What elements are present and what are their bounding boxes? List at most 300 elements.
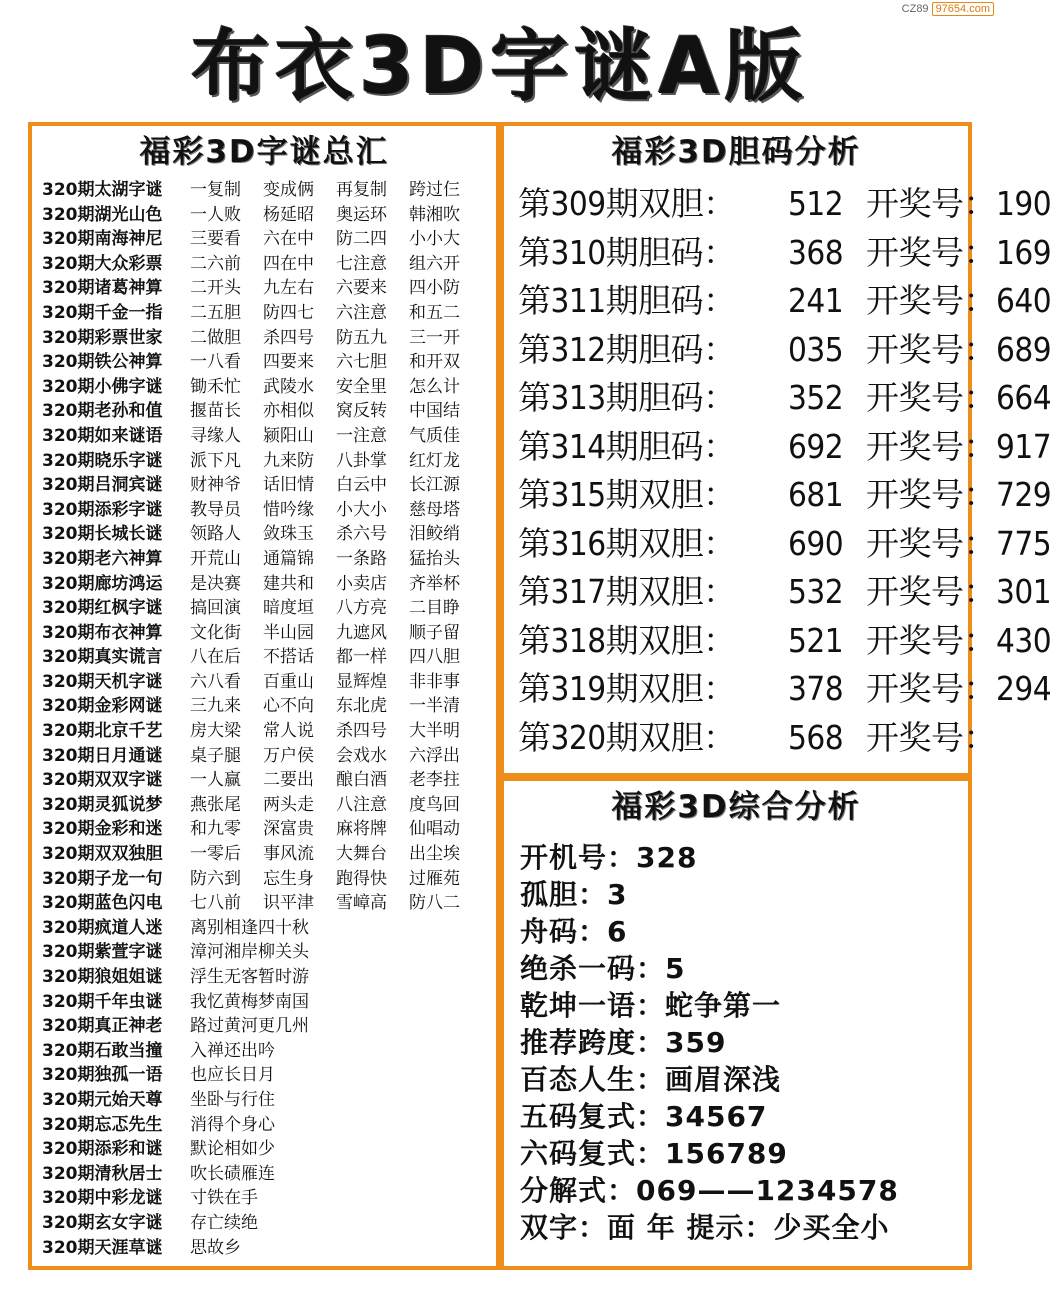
dan-ma-row (518, 277, 1051, 326)
analysis-row: 百态人生：画眉深浅 (520, 1063, 782, 1096)
riddle-clue: 出尘埃 (409, 844, 460, 865)
riddle-clue: 二做胆 (190, 327, 241, 348)
riddle-clue: 惜吟缘 (263, 499, 314, 520)
riddle-source: 320期千金一指 (42, 302, 163, 323)
riddle-source: 320期中彩龙谜 (42, 1188, 163, 1209)
analysis-row: 舟码：6 (520, 915, 628, 948)
riddle-row (42, 990, 496, 1015)
dan-ma-row (518, 471, 1051, 520)
riddle-source: 320期红枫字谜 (42, 598, 163, 619)
riddle-clue: 仙唱动 (409, 819, 460, 840)
riddle-clue: 都一样 (336, 647, 387, 668)
riddle-summary-title: 福彩3D字谜总汇 (139, 134, 389, 170)
riddle-clue: 浮生无客暂时游 (190, 967, 309, 987)
riddle-clue: 开荒山 (190, 548, 241, 569)
riddle-clue: 六注意 (336, 302, 387, 323)
riddle-source: 320期子龙一句 (42, 868, 163, 889)
dan-ma-row (518, 714, 996, 763)
riddle-clue: 奥运环 (336, 204, 387, 225)
riddle-clue: 二五胆 (190, 302, 241, 323)
riddle-clue: 离别相逢四十秋 (190, 917, 309, 938)
riddle-source: 320期彩票世家 (42, 327, 163, 348)
riddle-clue: 过雁苑 (409, 868, 460, 889)
riddle-source: 320期双双独胆 (42, 844, 163, 865)
dan-ma-panel (500, 122, 1051, 777)
riddle-source: 320期布衣神算 (42, 622, 163, 643)
riddle-clue: 存亡续绝 (190, 1212, 258, 1233)
riddle-clue: 怎么计 (409, 376, 460, 397)
riddle-clue: 组六开 (409, 253, 460, 274)
analysis-row: 六码复式：156789 (520, 1137, 788, 1170)
riddle-clue: 通篇锦 (263, 548, 314, 569)
draw-label: 开奖号： (866, 523, 996, 563)
riddle-clue: 跨过仨 (409, 180, 460, 200)
dan-ma-number: 512 (788, 184, 844, 223)
dan-ma-number: 568 (788, 717, 844, 757)
riddle-clue: 齐举杯 (409, 573, 460, 594)
riddle-clue: 教导员 (190, 499, 241, 520)
riddle-clue: 话旧情 (263, 475, 314, 496)
riddle-clue: 九遮风 (336, 622, 387, 643)
riddle-clue: 小小大 (409, 229, 460, 250)
riddle-row (42, 227, 496, 252)
riddle-clue: 寻缘人 (190, 425, 241, 446)
riddle-clue: 六八看 (190, 671, 241, 692)
riddle-clue: 一零后 (190, 844, 241, 865)
riddle-row (42, 252, 496, 277)
riddle-row (42, 867, 496, 892)
riddle-row (42, 572, 496, 597)
riddle-source: 320期北京千艺 (42, 721, 163, 742)
riddle-clue: 我忆黄梅梦南国 (190, 991, 309, 1012)
riddle-clue: 防六到 (190, 868, 241, 889)
riddle-source: 320期玄女字谜 (42, 1212, 163, 1233)
riddle-clue: 大半明 (409, 721, 460, 742)
riddle-row (42, 1137, 496, 1162)
analysis-row: 开机号：328 (520, 841, 698, 874)
draw-label: 开奖号： (866, 329, 996, 369)
riddle-clue: 小大小 (336, 499, 387, 520)
draw-label: 开奖号： (866, 184, 996, 223)
riddle-clue: 三要看 (190, 229, 241, 250)
riddle-source: 320期日月通谜 (42, 745, 163, 766)
riddle-clue: 文化街 (190, 622, 241, 643)
riddle-clue: 忘生身 (263, 868, 314, 889)
riddle-source: 320期忘忑先生 (42, 1114, 163, 1135)
riddle-source: 320期蓝色闪电 (42, 893, 163, 914)
dan-ma-label: 第312期胆码： (518, 329, 736, 369)
riddle-clue: 八注意 (336, 794, 387, 815)
dan-ma-list (504, 180, 1051, 762)
riddle-source: 320期金彩网谜 (42, 696, 163, 717)
riddle-row (42, 424, 496, 449)
riddle-clue: 敛珠玉 (263, 524, 314, 545)
riddle-clue: 财神爷 (190, 475, 241, 496)
riddle-source: 320期疯道人迷 (42, 917, 163, 938)
riddle-clue: 消得个身心 (190, 1114, 275, 1135)
draw-number: 169 (996, 232, 1051, 272)
dan-ma-label: 第316期双胆： (518, 523, 736, 563)
dan-ma-label: 第319期双胆： (518, 669, 736, 708)
draw-label: 开奖号： (866, 378, 996, 417)
riddle-clue: 慈母塔 (409, 499, 460, 520)
riddle-clue: 六要来 (336, 278, 387, 299)
riddle-clue: 杀四号 (336, 721, 387, 742)
riddle-source: 320期金彩和迷 (42, 819, 163, 840)
riddle-clue: 大舞台 (336, 844, 387, 865)
riddle-source: 320期晓乐字谜 (42, 450, 163, 471)
draw-number: 294 (996, 669, 1051, 708)
riddle-clue: 一注意 (336, 425, 387, 446)
dan-ma-label: 第318期双胆： (518, 620, 736, 660)
riddle-clue: 四要来 (263, 352, 314, 373)
riddle-source: 320期南海神尼 (42, 229, 163, 250)
riddle-clue: 半山园 (263, 622, 314, 643)
riddle-clue: 建共和 (263, 573, 314, 594)
riddle-source: 320期小佛字谜 (42, 376, 163, 397)
riddle-row (42, 965, 496, 990)
riddle-clue: 七注意 (336, 253, 387, 274)
riddle-clue: 九来防 (263, 450, 314, 471)
riddle-source: 320期灵狐说梦 (42, 794, 163, 815)
dan-ma-number: 368 (788, 232, 844, 272)
riddle-clue: 四八胆 (409, 647, 460, 668)
watermark-prefix: CZ89 (901, 3, 929, 15)
dan-ma-row (518, 374, 1051, 423)
riddle-row (42, 522, 496, 547)
draw-label: 开奖号： (866, 669, 996, 708)
riddle-clue: 搞回演 (190, 598, 241, 619)
riddle-row (42, 645, 496, 670)
riddle-clue: 事风流 (263, 844, 314, 865)
riddle-row (42, 621, 496, 646)
draw-label: 开奖号： (866, 232, 996, 272)
analysis-row: 推荐跨度：359 (520, 1026, 727, 1059)
riddle-source: 320期真正神老 (42, 1016, 163, 1037)
draw-label: 开奖号： (866, 426, 996, 466)
riddle-row (42, 350, 496, 375)
riddle-source: 320期铁公神算 (42, 352, 163, 373)
riddle-clue: 九左右 (263, 278, 314, 299)
riddle-clue: 八在后 (190, 647, 241, 668)
riddle-clue: 百重山 (263, 671, 314, 692)
riddle-row (42, 1063, 496, 1088)
riddle-source: 320期湖光山色 (42, 204, 163, 225)
riddle-clue: 思故乡 (190, 1237, 241, 1258)
riddle-clue: 小卖店 (336, 573, 387, 594)
draw-number: 917 (996, 426, 1051, 466)
riddle-clue: 泪鲛绡 (409, 524, 460, 545)
riddle-clue: 防二四 (336, 229, 387, 250)
dan-ma-number: 521 (788, 620, 844, 660)
dan-ma-row (518, 229, 1051, 278)
riddle-clue: 暗度垣 (263, 598, 314, 619)
analysis-row: 乾坤一语：蛇争第一 (520, 989, 782, 1022)
riddle-row (42, 916, 496, 941)
riddle-clue: 防四七 (263, 302, 314, 323)
riddle-source: 320期清秋居士 (42, 1163, 163, 1184)
riddle-clue: 默论相如少 (190, 1139, 275, 1160)
riddle-source: 320期诸葛神算 (42, 278, 163, 299)
riddle-clue: 燕张尾 (190, 794, 241, 815)
riddle-row (42, 1113, 496, 1138)
riddle-clue: 白云中 (336, 475, 387, 496)
dan-ma-row (518, 568, 1051, 617)
riddle-row (42, 891, 496, 916)
analysis-row: 双字：面 年 提示：少买全小 (520, 1211, 890, 1244)
riddle-row (42, 375, 496, 400)
dan-ma-label: 第315期双胆： (518, 475, 736, 514)
riddle-clue: 度鸟回 (409, 794, 460, 815)
riddle-clue: 会戏水 (336, 745, 387, 766)
riddle-row (42, 473, 496, 498)
riddle-clue: 六浮出 (409, 745, 460, 766)
riddle-source: 320期天涯草谜 (42, 1237, 163, 1258)
riddle-clue: 酿白酒 (336, 770, 387, 791)
riddle-clue: 八方亮 (336, 598, 387, 619)
riddle-row (42, 399, 496, 424)
riddle-clue: 一八看 (190, 352, 241, 373)
dan-ma-title: 福彩3D胆码分析 (611, 134, 861, 170)
draw-label: 开奖号： (866, 717, 996, 757)
riddle-clue: 坐卧与行住 (190, 1089, 275, 1110)
riddle-row (42, 596, 496, 621)
riddle-row (42, 694, 496, 719)
riddle-clue: 防八二 (409, 893, 460, 914)
riddle-clue: 识平津 (263, 893, 314, 914)
dan-ma-label: 第311期胆码： (518, 281, 736, 320)
riddle-list (32, 178, 496, 1260)
draw-number: 301 (996, 572, 1051, 611)
watermark-domain: 97654.com (932, 2, 994, 16)
riddle-clue: 雪嶂高 (336, 893, 387, 914)
riddle-clue: 常人说 (263, 721, 314, 742)
riddle-row (42, 498, 496, 523)
dan-ma-row (518, 617, 1051, 666)
analysis-row: 五码复式：34567 (520, 1100, 768, 1133)
riddle-row (42, 1186, 496, 1211)
draw-label: 开奖号： (866, 620, 996, 660)
riddle-row (42, 326, 496, 351)
riddle-source: 320期添彩字谜 (42, 499, 163, 520)
analysis-list (504, 839, 968, 1246)
riddle-clue: 三一开 (409, 327, 460, 348)
riddle-row (42, 178, 496, 203)
riddle-row (42, 719, 496, 744)
riddle-clue: 一复制 (190, 180, 241, 200)
riddle-clue: 寸铁在手 (190, 1188, 258, 1209)
riddle-row (42, 817, 496, 842)
riddle-clue: 变成俩 (263, 180, 314, 200)
riddle-clue: 气质佳 (409, 425, 460, 446)
riddle-clue: 七八前 (190, 893, 241, 914)
draw-label: 开奖号： (866, 572, 996, 611)
riddle-clue: 锄禾忙 (190, 376, 241, 397)
riddle-source: 320期太湖字谜 (42, 180, 163, 200)
draw-number: 664 (996, 378, 1051, 417)
riddle-row (42, 1088, 496, 1113)
draw-label: 开奖号： (866, 281, 996, 320)
riddle-clue: 老李拄 (409, 770, 460, 791)
riddle-clue: 麻将牌 (336, 819, 387, 840)
riddle-row (42, 301, 496, 326)
analysis-row: 孤胆：3 (520, 878, 628, 911)
riddle-clue: 深富贵 (263, 819, 314, 840)
riddle-source: 320期添彩和谜 (42, 1139, 163, 1160)
riddle-clue: 派下凡 (190, 450, 241, 471)
dan-ma-row (518, 423, 1051, 472)
riddle-clue: 四在中 (263, 253, 314, 274)
riddle-row (42, 940, 496, 965)
riddle-clue: 一条路 (336, 548, 387, 569)
dan-ma-number: 681 (788, 475, 844, 514)
dan-ma-label: 第320期双胆： (518, 717, 736, 757)
riddle-row (42, 1211, 496, 1236)
riddle-row (42, 1039, 496, 1064)
dan-ma-number: 692 (788, 426, 844, 466)
riddle-clue: 杀四号 (263, 327, 314, 348)
riddle-clue: 八卦掌 (336, 450, 387, 471)
riddle-row (42, 744, 496, 769)
analysis-row: 绝杀一码：5 (520, 952, 686, 985)
riddle-clue: 二要出 (263, 770, 314, 791)
riddle-row (42, 547, 496, 572)
riddle-clue: 入禅还出吟 (190, 1040, 275, 1061)
draw-number: 640 (996, 281, 1051, 320)
riddle-clue: 中国结 (409, 401, 460, 422)
riddle-clue: 防五九 (336, 327, 387, 348)
riddle-row (42, 768, 496, 793)
draw-number: 775 (996, 523, 1051, 563)
riddle-clue: 颍阳山 (263, 425, 314, 446)
riddle-source: 320期狼姐姐谜 (42, 967, 163, 987)
riddle-row (42, 276, 496, 301)
riddle-clue: 显辉煌 (336, 671, 387, 692)
draw-number: 430 (996, 620, 1051, 660)
dan-ma-label: 第309期双胆： (518, 184, 736, 223)
riddle-source: 320期紫萱字谜 (42, 942, 163, 963)
dan-ma-number: 241 (788, 281, 844, 320)
riddle-clue: 两头走 (263, 794, 314, 815)
riddle-clue: 四小防 (409, 278, 460, 299)
riddle-row (42, 1162, 496, 1187)
dan-ma-label: 第310期胆码： (518, 232, 736, 272)
riddle-clue: 武陵水 (263, 376, 314, 397)
riddle-row (42, 1236, 496, 1261)
riddle-clue: 二目睁 (409, 598, 460, 619)
riddle-clue: 是决赛 (190, 573, 241, 594)
riddle-clue: 房大梁 (190, 721, 241, 742)
dan-ma-number: 532 (788, 572, 844, 611)
analysis-row: 分解式：069——1234578 (520, 1174, 899, 1207)
riddle-row (42, 1014, 496, 1039)
riddle-clue: 杨延昭 (263, 204, 314, 225)
riddle-clue: 长江源 (409, 475, 460, 496)
riddle-source: 320期石敢当撞 (42, 1040, 163, 1061)
riddle-clue: 窝反转 (336, 401, 387, 422)
dan-ma-number: 690 (788, 523, 844, 563)
dan-ma-number: 352 (788, 378, 844, 417)
riddle-source: 320期元始天尊 (42, 1089, 163, 1110)
riddle-source: 320期如来谜语 (42, 425, 163, 446)
dan-ma-row (518, 665, 1051, 714)
riddle-clue: 六在中 (263, 229, 314, 250)
riddle-clue: 不搭话 (263, 647, 314, 668)
riddle-row (42, 203, 496, 228)
riddle-clue: 漳河湘岸柳关头 (190, 942, 309, 963)
riddle-clue: 二六前 (190, 253, 241, 274)
dan-ma-label: 第317期双胆： (518, 572, 736, 611)
riddle-clue: 吹长碛雁连 (190, 1163, 275, 1184)
riddle-source: 320期老六神算 (42, 548, 163, 569)
analysis-panel (500, 777, 972, 1270)
riddle-clue: 韩湘吹 (409, 204, 460, 225)
riddle-clue: 猛抬头 (409, 548, 460, 569)
riddle-clue: 顺子留 (409, 622, 460, 643)
riddle-clue: 安全里 (336, 376, 387, 397)
riddle-source: 320期天机字谜 (42, 671, 163, 692)
riddle-source: 320期双双字谜 (42, 770, 163, 791)
riddle-clue: 亦相似 (263, 401, 314, 422)
riddle-clue: 桌子腿 (190, 745, 241, 766)
riddle-summary-panel (28, 122, 500, 1270)
dan-ma-number: 378 (788, 669, 844, 708)
riddle-clue: 红灯龙 (409, 450, 460, 471)
dan-ma-row (518, 520, 1051, 569)
riddle-clue: 心不向 (263, 696, 314, 717)
riddle-clue: 杀六号 (336, 524, 387, 545)
dan-ma-label: 第313期胆码： (518, 378, 736, 417)
riddle-clue: 一人赢 (190, 770, 241, 791)
riddle-clue: 一人败 (190, 204, 241, 225)
riddle-source: 320期吕洞宾谜 (42, 475, 163, 496)
riddle-source: 320期千年虫谜 (42, 991, 163, 1012)
page-title: 布衣3D字谜A版 (191, 22, 809, 112)
riddle-clue: 再复制 (336, 180, 387, 200)
riddle-source: 320期长城长谜 (42, 524, 163, 545)
riddle-clue: 领路人 (190, 524, 241, 545)
riddle-clue: 一半清 (409, 696, 460, 717)
draw-number: 190 (996, 184, 1051, 223)
riddle-source: 320期大众彩票 (42, 253, 163, 274)
riddle-clue: 跑得快 (336, 868, 387, 889)
riddle-source: 320期老孙和值 (42, 401, 163, 422)
draw-number: 729 (996, 475, 1051, 514)
riddle-row (42, 793, 496, 818)
riddle-clue: 三九来 (190, 696, 241, 717)
riddle-clue: 东北虎 (336, 696, 387, 717)
analysis-title: 福彩3D综合分析 (611, 789, 861, 825)
riddle-row (42, 449, 496, 474)
riddle-source: 320期独孤一语 (42, 1065, 163, 1086)
riddle-row (42, 842, 496, 867)
draw-number: 689 (996, 329, 1051, 369)
riddle-row (42, 670, 496, 695)
dan-ma-row (518, 326, 1051, 375)
riddle-source: 320期廊坊鸿运 (42, 573, 163, 594)
dan-ma-number: 035 (788, 329, 844, 369)
riddle-clue: 二开头 (190, 278, 241, 299)
dan-ma-row (518, 180, 1051, 229)
riddle-clue: 和开双 (409, 352, 460, 373)
riddle-clue: 路过黄河更几州 (190, 1016, 309, 1037)
riddle-clue: 揠苗长 (190, 401, 241, 422)
riddle-clue: 六七胆 (336, 352, 387, 373)
riddle-clue: 非非事 (409, 671, 460, 692)
riddle-source: 320期真实谎言 (42, 647, 163, 668)
riddle-clue: 和九零 (190, 819, 241, 840)
riddle-clue: 和五二 (409, 302, 460, 323)
